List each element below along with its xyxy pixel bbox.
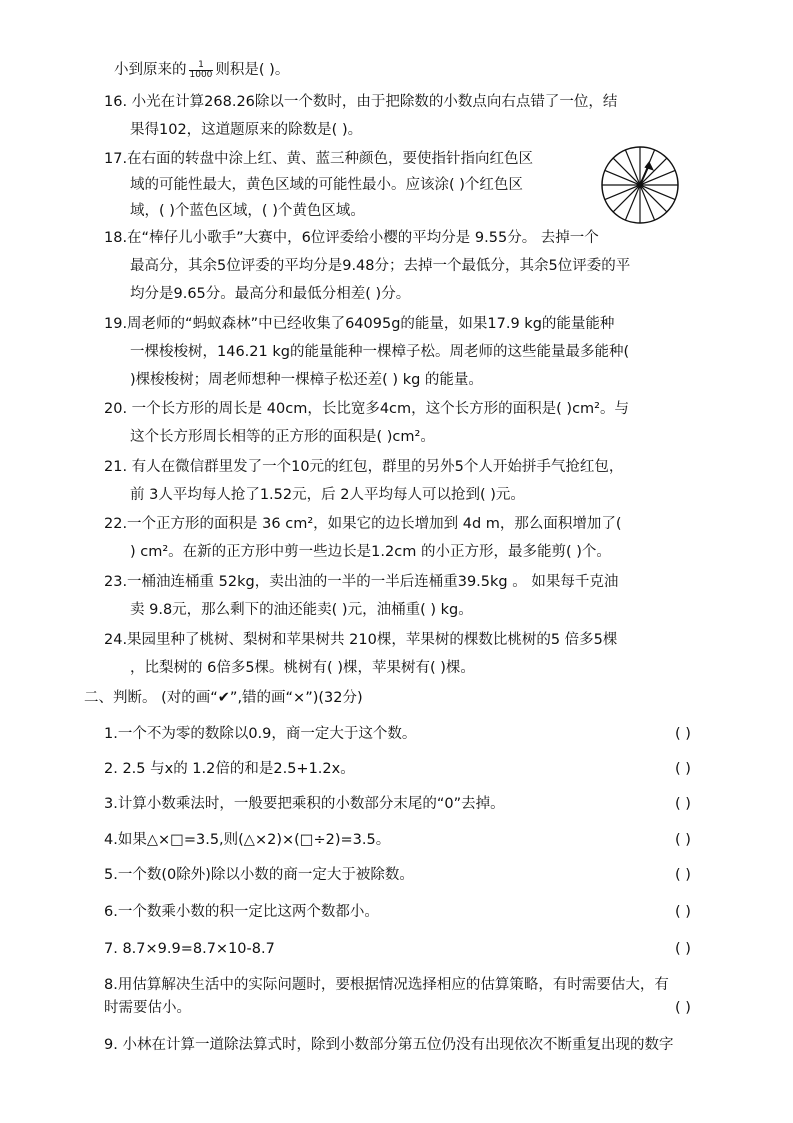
- q18-line3: 均分是9.65分。最高分和最低分相差( )分。: [130, 286, 411, 302]
- q18-line2: 最高分，其余5位评委的平均分是9.48分；去掉一个最低分，其余5位评委的平: [130, 258, 631, 274]
- answer-paren-8[interactable]: ( ): [675, 1000, 691, 1016]
- question-15-tail: [114, 60, 289, 80]
- q18-line1: 18.在“棒仔儿小歌手”大赛中，6位评委给小樱的平均分是 9.55分。 去掉一个: [104, 230, 599, 246]
- judge-item-8-line1: 8.用估算解决生活中的实际问题时，要根据情况选择相应的估算策略，有时需要估大，有: [104, 977, 669, 993]
- q19-line2: 一棵梭梭树，146.21 kg的能量能种一棵樟子松。周老师的这些能量最多能种(: [130, 344, 630, 360]
- q24-line2: ，比梨树的 6倍多5棵。桃树有( )棵，苹果树有( )棵。: [130, 660, 475, 676]
- judge-item-7: 7. 8.7×9.9=8.7×10-8.7: [104, 941, 275, 957]
- judge-item-3: 3.计算小数乘法时，一般要把乘积的小数部分末尾的“0”去掉。: [104, 796, 505, 812]
- judge-item-5: 5.一个数(0除外)除以小数的商一定大于被除数。: [104, 867, 414, 883]
- q16-line1: 16. 小光在计算268.26除以一个数时，由于把除数的小数点向右点错了一位，结: [104, 94, 618, 110]
- q24-line1: 24.果园里种了桃树、梨树和苹果树共 210棵，苹果树的棵数比桃树的5 倍多5棵: [104, 632, 618, 648]
- q15-text-post: 则积是( )。: [215, 62, 290, 78]
- judge-item-4: 4.如果△×□=3.5,则(△×2)×(□÷2)=3.5。: [104, 832, 391, 848]
- answer-paren-3[interactable]: ( ): [675, 796, 691, 812]
- q15-text-pre: 小到原来的: [114, 62, 187, 78]
- q19-line1: 19.周老师的“蚂蚁森林”中已经收集了64095g的能量，如果17.9 kg的能量能种: [104, 316, 615, 332]
- q20-line2: 这个长方形周长相等的正方形的面积是( )cm²。: [130, 429, 435, 445]
- q21-line2: 前 3人平均每人抢了1.52元，后 2人平均每人可以抢到( )元。: [130, 487, 525, 503]
- answer-paren-6[interactable]: ( ): [675, 904, 691, 920]
- q21-line1: 21. 有人在微信群里发了一个10元的红包，群里的另外5个人开始拼手气抢红包，: [104, 459, 624, 475]
- judge-item-8-line2: 时需要估小。: [104, 1000, 191, 1016]
- judge-item-2: 2. 2.5 与x的 1.2倍的和是2.5+1.2x。: [104, 761, 355, 777]
- judge-item-9: 9. 小林在计算一道除法算式时，除到小数部分第五位仍没有出现依次不断重复出现的数字: [104, 1037, 674, 1053]
- judge-item-6: 6.一个数乘小数的积一定比这两个数都小。: [104, 904, 379, 920]
- answer-paren-7[interactable]: ( ): [675, 941, 691, 957]
- q17-line3: 域，( )个蓝色区域，( )个黄色区域。: [130, 203, 365, 219]
- q17-line1: 17.在右面的转盘中涂上红、黄、蓝三种颜色，要使指针指向红色区: [104, 151, 534, 167]
- answer-paren-2[interactable]: ( ): [675, 761, 691, 777]
- q22-line1: 22.一个正方形的面积是 36 cm²，如果它的边长增加到 4d m，那么面积增加了(: [104, 516, 622, 532]
- q23-line2: 卖 9.8元，那么剩下的油还能卖( )元，油桶重( ) kg。: [130, 602, 473, 618]
- q23-line1: 23.一桶油连桶重 52kg，卖出油的一半的一半后连桶重39.5kg 。 如果每千克油: [104, 574, 619, 590]
- fraction-denominator: 1000: [189, 69, 213, 80]
- spinner-wheel-diagram: [600, 145, 680, 225]
- q19-line3: )棵梭梭树；周老师想种一棵樟子松还差( ) kg 的能量。: [130, 372, 483, 388]
- q16-line2: 果得102，这道题原来的除数是( )。: [130, 122, 363, 138]
- q20-line1: 20. 一个长方形的周长是 40cm，长比宽多4cm，这个长方形的面积是( )cm²。与: [104, 401, 629, 417]
- q17-line2: 域的可能性最大，黄色区域的可能性最小。应该涂( )个红色区: [130, 177, 523, 193]
- fraction: [189, 61, 214, 80]
- fraction-numerator: 1: [189, 61, 214, 71]
- judge-item-1: 1.一个不为零的数除以0.9，商一定大于这个数。: [104, 726, 417, 742]
- answer-paren-1[interactable]: ( ): [675, 726, 691, 742]
- q22-line2: ) cm²。在新的正方形中剪一些边长是1.2cm 的小正方形，最多能剪( )个。: [130, 544, 611, 560]
- answer-paren-4[interactable]: ( ): [675, 832, 691, 848]
- section-2-title: 二、判断。 (对的画“✔”,错的画“×”)(32分): [84, 690, 363, 706]
- answer-paren-5[interactable]: ( ): [675, 867, 691, 883]
